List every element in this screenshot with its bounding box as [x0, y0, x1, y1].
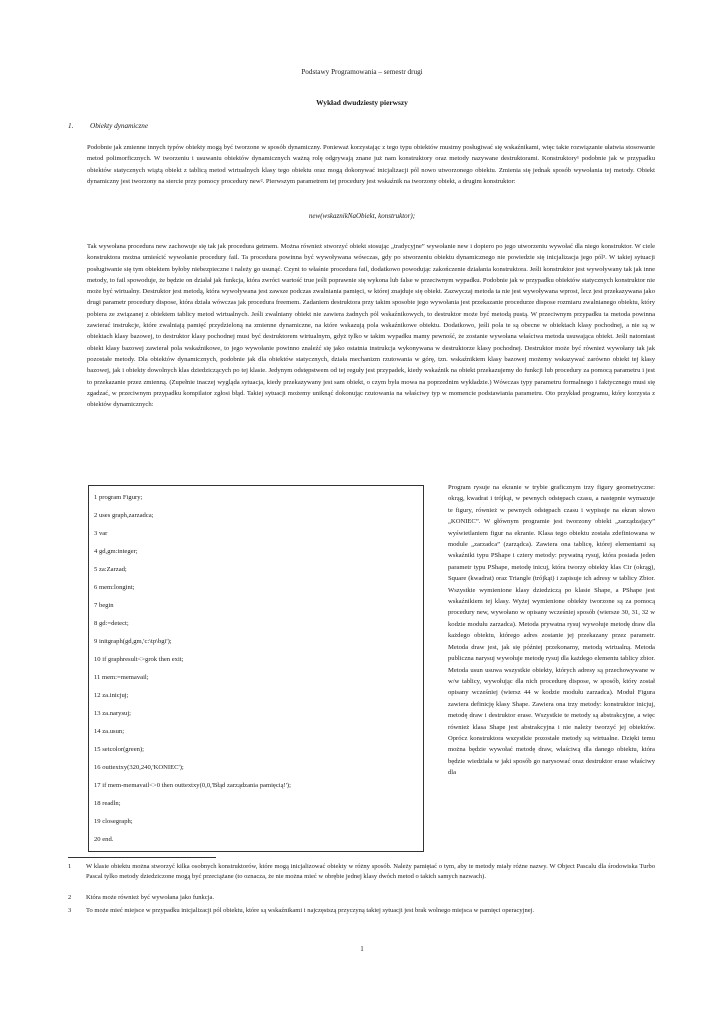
intro-paragraph: Podobnie jak zmienne innych typów obiekty mogą być tworzone w sposób dynamiczny. Ponieważ korzystając z tego typu obiektów musimy posługiwać się wskaźnikami, więc takie rozwiązanie ułatwia stosowanie metod polimorficznych. W tworzeniu i usuwaniu obiektów dynamicznych ważną rolę odgrywają znane już nam konstruktory oraz metody nazywane destruktorami. Konstruktory¹ podobnie jak w przypadku obiektów statycznych wiążą obiekt z tablicą metod wirtualnych klasy tego obiektu oraz mogą dokonywać inicjalizacji pól nowo utworzonego obiektu. Zmienia się jednak sposób wywołania tej metody. Obiekt dynamiczny jest tworzony na stercie przy pomocy procedury new². Pierwszym parametrem tej procedury jest wskaźnik na tworzony obiekt, a drugim konstruktor:	[87, 144, 655, 185]
footnote	[68, 893, 655, 903]
section-title: Obiekty dynamiczne	[90, 122, 149, 130]
code-line: 20 end.	[94, 836, 114, 843]
code-line: 15 setcolor(green);	[94, 746, 144, 753]
code-line: 12 za.inicjuj;	[94, 692, 129, 699]
footnote-text: To może mieć miejsce w przypadku inicjalizacji pól obiektu, które są wskaźnikami i najczęstszą przyczyną takiej sytuacji jest brak wolnego miejsca w pamięci operacyjnej.	[86, 907, 535, 914]
code-line: 16 outtextxy(320,240,'KONIEC');	[94, 764, 184, 771]
code-line: 11 mem:=memavail;	[94, 674, 149, 681]
footnote-divider	[68, 857, 216, 858]
lecture-title: Wykład dwudziesty pierwszy	[316, 98, 408, 107]
footnote-text: W klasie obiektu można stworzyć kilka osobnych konstruktorów, które mogą inicjalizować obiekty w różny sposób. Należy pamiętać o tym, aby te metody miały różne nazwy. W Object Pascalu dla środowiska Turbo Pascal tylko metody dziedziczone mogą być przeciążane (to oznacza, że nie można mieć w obrębie jednej klasy dwóch metod o takich samych nazwach).	[86, 863, 655, 881]
code-line: 13 za.narysuj;	[94, 710, 131, 717]
code-line: 4 gd,gm:integer;	[94, 548, 138, 555]
program-description: Program rysuje na ekranie w trybie graficznym trzy figury geometryczne: okrąg, kwadrat i trójkąt, w pewnych odstępach czasu, a następnie wymazuje te figury, również w pewnych odstępach czasu i wypisuje na ekran słowo „KONIEC”. W głównym programie jest tworzony obiekt „zarządzający” wyświetlaniem figur na ekranie. Klasa tego obiektu została zdefiniowana w module „zarzadca” (zarządca). Zawiera ona tablicę, której elementami są wskaźniki typu PShape i cztery metody: prywatną rysuj, która posiada jeden parametr typu PShape, metodę inicuj, która tworzy obiekty klas Cir (okrąg), Square (kwadrat) oraz Triangle (trójkąt) i zapisuje ich adresy w tablicy Zbior. Wszystkie wymienione klasy dziedziczą po klasie Shape, a PShape jest wskaźnikiem tej klasy. Wyżej wymienione obiekty tworzone są za pomocą procedury new, wywołano w opisany wcześniej sposób (wiersze 30, 31, 32 w kodzie modułu zarzadca). Metoda prywatna rysuj wywołuje metodę draw dla każdego obiektu, którego adres zostanie jej przekazany przez parametr. Metoda draw jest, jak się później przekonamy, metodą wirtualną. Metoda publiczna narysuj wywołuje metodę rysuj dla każdego elementu tablicy zbior. Metoda usun usuwa wszystkie obiekty, których adresy są przechowywane w w/w tablicy, wywołując dla nich procedurę dispose, w sposób, który został opisany wcześniej (wiersz 44 w kodzie modułu zarzadca). Moduł Figura zawiera definicję klasy Shape. Zawiera ona trzy metody: konstruktor inicjuj, metodę draw i destruktor erase. Wszystkie te metody są abstrakcyjne, a więc również klasa Shape jest abstrakcyjna i nie należy tworzyć jej obiektów. Oprócz konstruktora wszystkie pozostałe metody są wirtualne. Dzięki temu można będzie wywołać metodę draw, właściwą dla danego obiektu, która będzie wiedziała w jaki sposób go narysować oraz destruktor erase właściwy dla	[448, 484, 655, 777]
footnote-number: 3	[68, 907, 72, 914]
code-line: 18 readln;	[94, 800, 121, 807]
code-line: 10 if graphresult<>grok then exit;	[94, 656, 184, 663]
footnote-text: Która może również być wywołana jako funkcja.	[86, 894, 214, 901]
footnote	[68, 906, 655, 916]
code-line: 9 initgraph(gd,gm,'c:\tp\bgi');	[94, 638, 172, 645]
footnote	[68, 862, 655, 883]
code-line: 17 if mem-memavail<>0 then outtextxy(0,0,'Błąd zarządzania pamięcią!');	[94, 782, 291, 789]
section-number: 1.	[68, 122, 74, 130]
code-line: 5 za:Zarzad;	[94, 566, 127, 573]
code-listing	[88, 485, 424, 852]
footnote-number: 2	[68, 894, 72, 901]
code-line: 6 mem:longint;	[94, 584, 135, 591]
code-line: 1 program Figury;	[94, 494, 143, 501]
code-line: 14 za.usun;	[94, 728, 125, 735]
code-line: 2 uses graph,zarzadca;	[94, 512, 154, 519]
page-number: 1	[360, 945, 364, 953]
footnote-number: 1	[68, 863, 72, 870]
code-line: 7 begin	[94, 602, 114, 609]
body-paragraph: Tak wywołana procedura new zachowuje się tak jak procedura getmem. Można również stworzyć obiekt stosując „tradycyjne” wywołanie new i dopiero po jego utworzeniu wywołać dla niego konstruktor. W ciele konstruktora można umieścić wywołanie procedury fail. Ta procedura powinna być wywoływana wówczas, gdy po stworzeniu obiektu dynamicznego nie powiedzie się inicjalizacja jego pól³. W takiej sytuacji posługiwanie się tym obiektem byłoby niebezpieczne i należy go usunąć. Czyni to właśnie procedura fail, dodatkowo powodując zakończenie działania konstruktora. Jeśli konstruktor jest wywoływany tak jak inne metody, to fail spowoduje, że będzie on działał jak funkcja, która zwróci wartość true jeśli poprawnie się wykona lub false w przeciwnym wypadku. Podobnie jak w przypadku obiektów statycznych konstruktor nie może być wirtualny. Destruktor jest metodą, która wywoływana jest zawsze podczas zwalniania pamięci, w której znajduje się obiekt. Zazwyczaj metoda ta nie jest wywoływana wprost, lecz jest przekazywana jako drugi parametr procedury dispose, która działa wówczas jak procedura freemem. Zadaniem destruktora przy takim sposobie jego wywołania jest przekazanie procedurze dispose rozmiaru zwalnianego obiektu, który pobiera ze związanej z obiektem tablicy metod wirtualnych. Jeśli zwalniany obiekt nie zawiera żadnych pól wskaźnikowych, to destruktor może być metodą pustą. W przeciwnym przypadku ta metoda powinna zawierać instrukcje, które zwalniają pamięć przydzieloną na zmienne dynamiczne, na które wskazują pola wskaźnikowe obiektu. Dodatkowo, jeśli pola te są obecne w obiektach klasy pochodnej, a nie są w obiektach klasy bazowej, to destruktor klasy pochodnej musi być destruktorem wirtualnym, gdyż tylko w takim wypadku mamy pewność, że zostanie wywołana właściwa metoda usuwająca obiekt. Jeśli natomiast obiekt klasy bazowej zawierał pola wskaźnikowe, to jego wywołanie powinno znaleźć się jako ostatnia instrukcja wykonywana w destruktorze klasy pochodnej. Destruktor może być również wywołany tak jak pozostałe metody. Dla obiektów dynamicznych, podobnie jak dla obiektów statycznych, działa mechanizm rzutowania w górę, tzn. wskaźnikiem klasy bazowej możemy wskazywać zarówno obiekt tej klasy bazowej, jak i obiekty dowolnych klas dziedziczących po tej klasie. Jedynym odstępstwem od tej reguły jest przypadek, kiedy wskaźnik na obiekt przekazujemy do funkcji lub procedury za pomocą parametru i jest to przekazanie przez zmienną. (Zupełnie inaczej wygląda sytuacja, kiedy przekazywany jest sam obiekt, o czym była mowa na poprzednim wykładzie.) Wówczas typy parametru formalnego i faktycznego musi się zgadzać, w przeciwnym przypadku kompilator zgłosi błąd. Takiej sytuacji możemy uniknąć dokonując rzutowania na właściwy typ w momencie podstawiania parametru. Oto przykład programu, który korzysta z obiektów dynamicznych:	[87, 243, 655, 409]
new-call-formula: new(wskaznikNaObiekt, konstruktor);	[308, 212, 416, 220]
code-line: 19 closegraph;	[94, 818, 133, 825]
running-header: Podstawy Programowania – semestr drugi	[301, 68, 423, 76]
code-line: 3 var	[94, 530, 108, 537]
section-heading	[68, 122, 148, 130]
code-line: 8 gd:=detect;	[94, 620, 129, 627]
